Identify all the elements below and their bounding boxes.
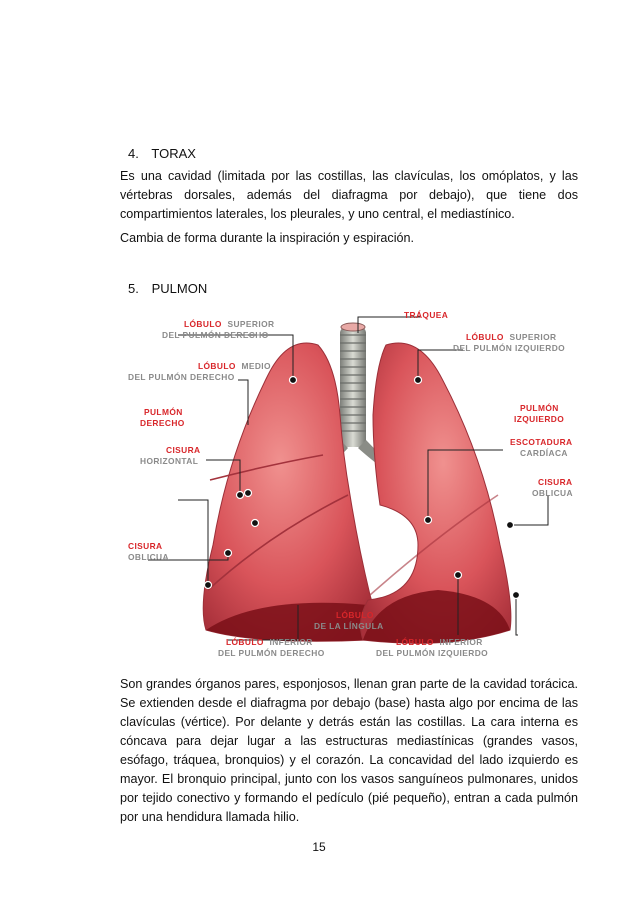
label-lobulo-inferior-derecho: LÓBULO INFERIOR bbox=[226, 637, 313, 647]
label-cisura-oblicua-izquierda: CISURA bbox=[538, 477, 573, 487]
label-lobulo-superior-izquierdo: LÓBULO SUPERIOR bbox=[466, 332, 557, 342]
label-lobulo-medio-derecho-line2: DEL PULMÓN DERECHO bbox=[128, 372, 235, 382]
label-lobulo-lingula-line2: DE LA LÍNGULA bbox=[314, 621, 384, 631]
label-pulmon-derecho: PULMÓN bbox=[144, 407, 183, 417]
label-cisura-oblicua-derecha-line2: OBLICUA bbox=[128, 552, 169, 562]
page-number: 15 bbox=[312, 840, 326, 854]
label-lobulo-lingula: LÓBULO bbox=[336, 610, 374, 620]
section-title: TORAX bbox=[151, 146, 196, 161]
label-cisura-oblicua-derecha: CISURA bbox=[128, 541, 163, 551]
label-lobulo-medio-derecho: LÓBULO MEDIO bbox=[198, 361, 271, 371]
label-pulmon-derecho-line2: DERECHO bbox=[140, 418, 185, 428]
label-cisura-horizontal-line2: HORIZONTAL bbox=[140, 456, 199, 466]
paragraph: Son grandes órganos pares, esponjosos, llenan gran parte de la cavidad torácica. Se extienden desde el diafragma por debajo (base) hasta algo por encima de las clavículas (vértice). Por delante y detrás están las costillas. La cara interna es cóncava para dejar lugar a las estructuras mediastínicas (grandes vasos, esófago, tráquea, bronquios) y el corazón. La concavidad del lado izquierdo es mayor. El bronquio principal, junto con los vasos sanguíneos pulmonares, unidos por tejido conectivo y formando el pedículo (pié pequeño), entran a cada pulmón por una hendidura llamada hilio. bbox=[120, 677, 578, 824]
label-lobulo-inferior-derecho-line2: DEL PULMÓN DERECHO bbox=[218, 648, 325, 658]
lungs-illustration bbox=[118, 305, 588, 665]
label-pulmon-izquierdo: PULMÓN bbox=[520, 403, 559, 413]
label-lobulo-inferior-izquierdo: LÓBULO INFERIOR bbox=[396, 637, 483, 647]
label-traquea: TRÁQUEA bbox=[404, 310, 449, 320]
paragraph: Es una cavidad (limitada por las costillas, las clavículas, los omóplatos, y las vértebras dorsales, además del diafragma por debajo), que tiene dos compartimientos laterales, los pleurales, y uno central, el mediastínico. bbox=[120, 169, 578, 221]
label-lobulo-superior-izquierdo-line2: DEL PULMÓN IZQUIERDO bbox=[453, 343, 566, 353]
label-escotadura-cardiaca: ESCOTADURA bbox=[510, 437, 573, 447]
label-pulmon-izquierdo-line2: IZQUIERDO bbox=[514, 414, 565, 424]
section-heading-torax bbox=[128, 146, 196, 161]
section-title: PULMON bbox=[151, 281, 208, 296]
section-number: 4. bbox=[128, 146, 139, 161]
section-heading-pulmon bbox=[128, 281, 207, 296]
label-lobulo-superior-derecho-line2: DEL PULMÓN DERECHO bbox=[162, 330, 269, 340]
label-escotadura-cardiaca-line2: CARDÍACA bbox=[520, 448, 568, 458]
left-lung bbox=[360, 343, 510, 643]
label-lobulo-superior-derecho: LÓBULO SUPERIOR bbox=[184, 319, 275, 329]
paragraph: Cambia de forma durante la inspiración y espiración. bbox=[120, 231, 415, 245]
section-number: 5. bbox=[128, 281, 139, 296]
label-cisura-oblicua-izquierda-line2: OBLICUA bbox=[532, 488, 573, 498]
label-lobulo-inferior-izquierdo-line2: DEL PULMÓN IZQUIERDO bbox=[376, 648, 489, 658]
label-cisura-horizontal: CISURA bbox=[166, 445, 201, 455]
